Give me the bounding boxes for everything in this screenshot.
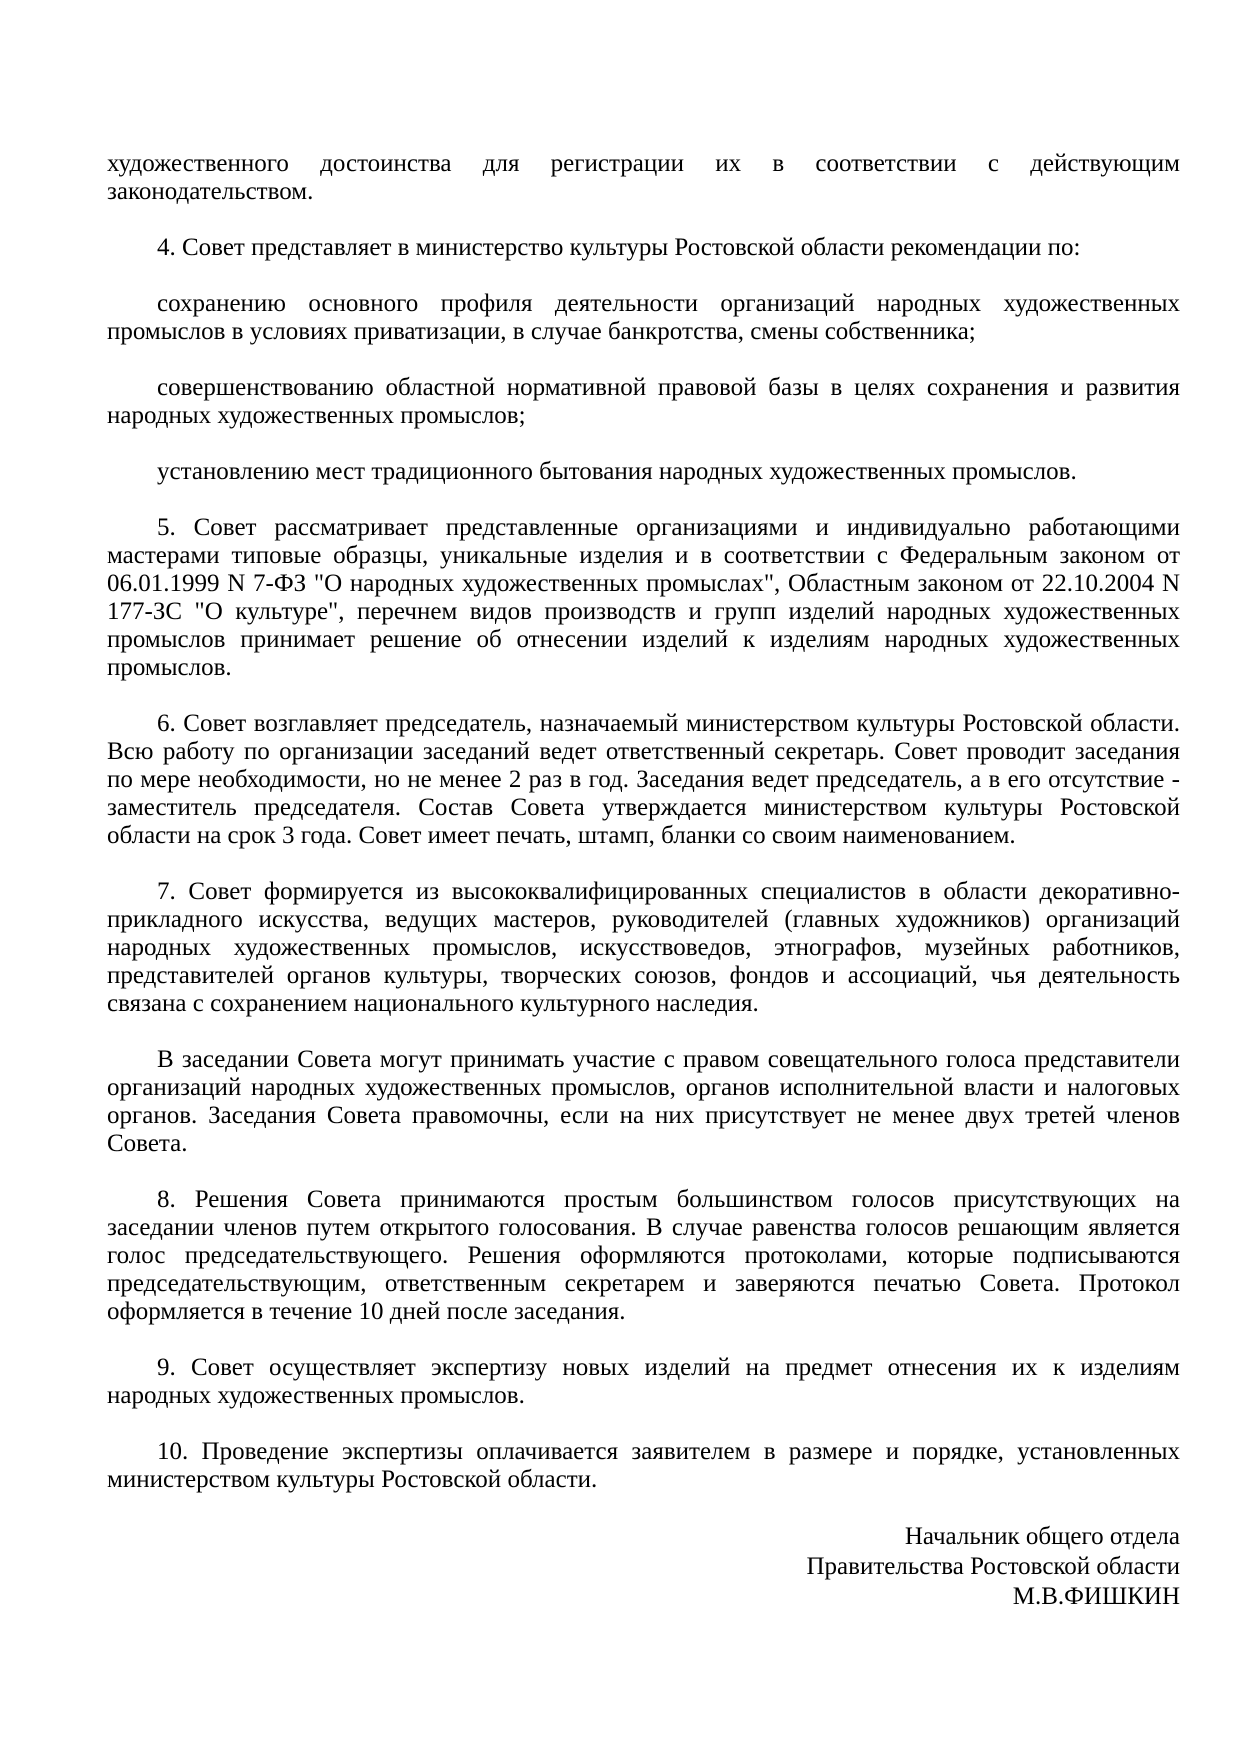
paragraph: 8. Решения Совета принимаются простым большинством голосов присутствующих на заседании членов путем открытого голосования. В случае равенства голосов решающим является голос председательствующего. Решения оформляются протоколами, которые подписываются председательствующим, ответственным секретарем и заверяются печатью Совета. Протокол оформляется в течение 10 дней после заседания. xyxy=(107,1186,1180,1325)
signature-name-line: М.В.ФИШКИН xyxy=(1012,1583,1180,1610)
document-body xyxy=(107,150,1180,1494)
paragraph: 4. Совет представляет в министерство культуры Ростовской области рекомендации по: xyxy=(157,234,1081,261)
paragraph: совершенствованию областной нормативной правовой базы в целях сохранения и развития народных художественных промыслов; xyxy=(107,374,1180,429)
paragraph: В заседании Совета могут принимать участие с правом совещательного голоса представители организаций народных художественных промыслов, органов исполнительной власти и налоговых органов. Заседания Совета правомочны, если на них присутствует не менее двух третей членов Совета. xyxy=(107,1046,1180,1157)
paragraph: 10. Проведение экспертизы оплачивается заявителем в размере и порядке, установленных министерством культуры Ростовской области. xyxy=(107,1438,1180,1493)
paragraph: художественного достоинства для регистрации их в соответствии с действующим законодательством. xyxy=(107,150,1180,205)
signature-position-line: Начальник общего отдела xyxy=(904,1523,1180,1550)
paragraph: 6. Совет возглавляет председатель, назначаемый министерством культуры Ростовской области. Всю работу по организации заседаний ведет ответственный секретарь. Совет проводит заседания по мере необходимости, но не менее 2 раз в год. Заседания ведет председатель, а в его отсутствие - заместитель председателя. Состав Совета утверждается министерством культуры Ростовской области на срок 3 года. Совет имеет печать, штамп, бланки со своим наименованием. xyxy=(107,710,1180,849)
signature-block xyxy=(107,1522,1180,1612)
paragraph: установлению мест традиционного бытования народных художественных промыслов. xyxy=(157,458,1077,485)
paragraph: 7. Совет формируется из высококвалифицированных специалистов в области декоративно-прикладного искусства, ведущих мастеров, руководителей (главных художников) организаций народных художественных промыслов, искусствоведов, этнографов, музейных работников, представителей органов культуры, творческих союзов, фондов и ассоциаций, чья деятельность связана с сохранением национального культурного наследия. xyxy=(107,878,1180,1017)
paragraph: 9. Совет осуществляет экспертизу новых изделий на предмет отнесения их к изделиям народных художественных промыслов. xyxy=(107,1354,1180,1409)
paragraph: 5. Совет рассматривает представленные организациями и индивидуально работающими мастерами типовые образцы, уникальные изделия и в соответствии с Федеральным законом от 06.01.1999 N 7-ФЗ "О народных художественных промыслах", Областным законом от 22.10.2004 N 177-ЗС "О культуре", перечнем видов производств и групп изделий народных художественных промыслов принимает решение об отнесении изделий к изделиям народных художественных промыслов. xyxy=(107,514,1180,681)
signature-organization-line: Правительства Ростовской области xyxy=(806,1553,1180,1580)
paragraph: сохранению основного профиля деятельности организаций народных художественных промыслов в условиях приватизации, в случае банкротства, смены собственника; xyxy=(107,290,1180,345)
document-content xyxy=(107,150,1180,1612)
